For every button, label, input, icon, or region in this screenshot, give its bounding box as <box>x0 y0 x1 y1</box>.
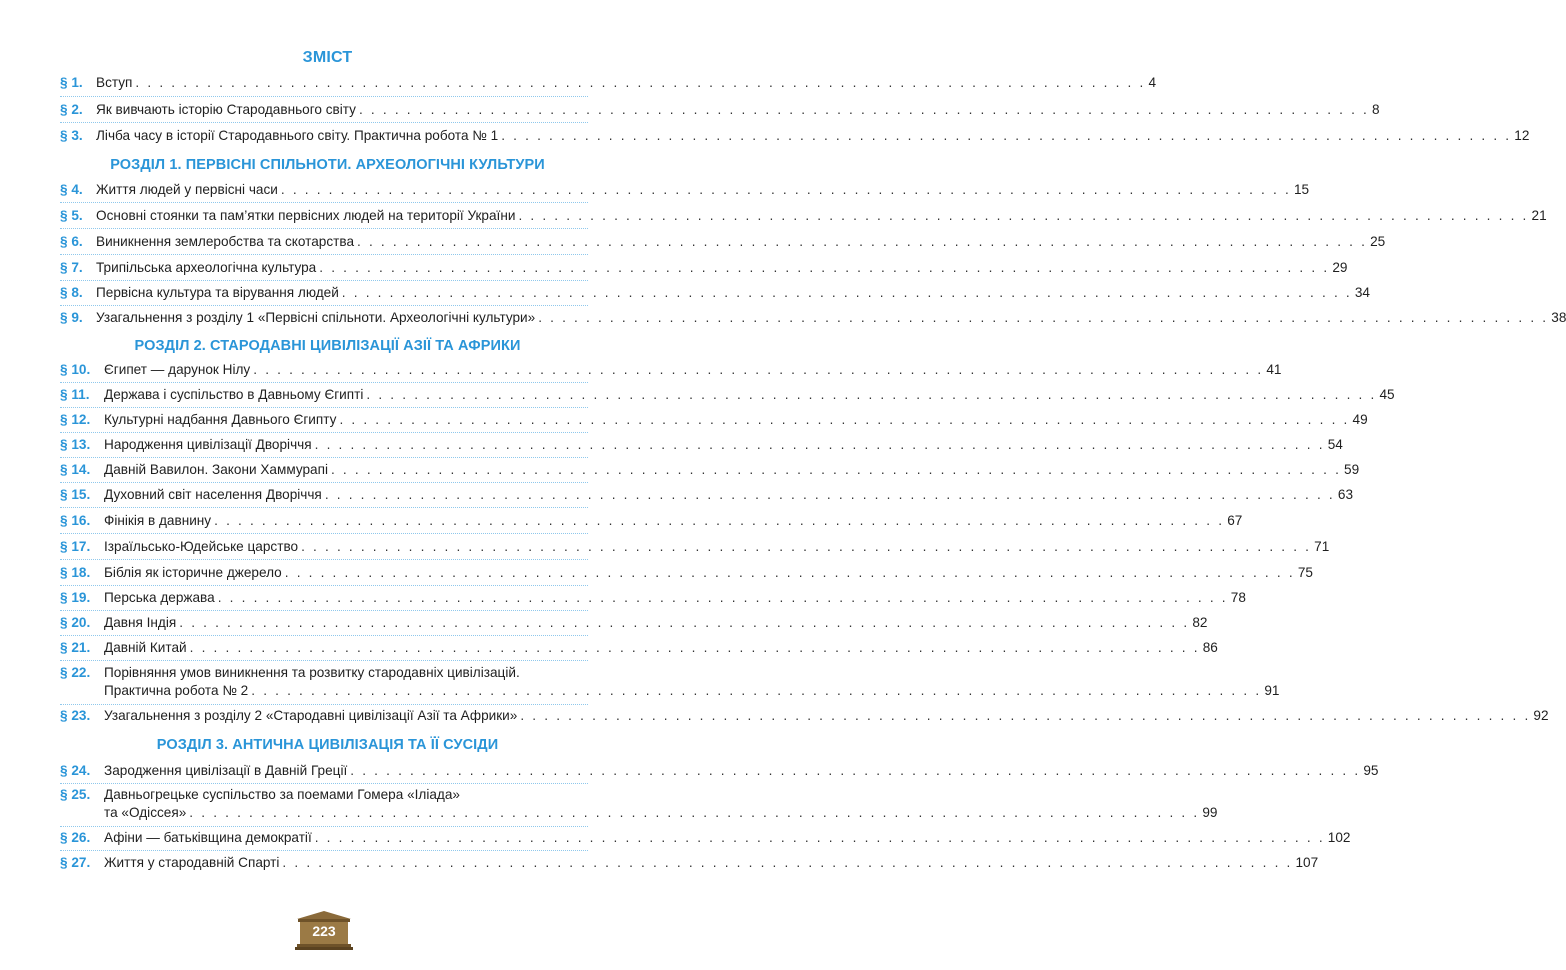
toc-entry-10[interactable] <box>60 361 1282 379</box>
entry-number: § 13. <box>60 437 91 452</box>
entry-number: § 26. <box>60 830 91 845</box>
entry-number: § 8. <box>60 285 83 300</box>
entry-number: § 11. <box>60 387 90 402</box>
entry-page: 34 <box>1354 285 1370 300</box>
divider <box>60 228 588 229</box>
toc-entry-23[interactable] <box>60 707 1549 725</box>
toc-entry-12[interactable] <box>60 411 1368 429</box>
entry-title-line2: та «Одіссея» <box>104 805 187 820</box>
entry-number: § 4. <box>60 182 83 197</box>
entry-title: Народження цивілізації Дворіччя <box>104 437 312 452</box>
entry-number: § 14. <box>60 462 91 477</box>
toc-entry-5[interactable] <box>60 207 1547 225</box>
divider <box>60 482 588 483</box>
entry-page: 86 <box>1202 640 1218 655</box>
divider <box>60 202 588 203</box>
entry-title: Основні стоянки та пам’ятки первісних людей на території України <box>96 208 516 223</box>
leader-dots <box>282 854 1292 872</box>
entry-number: § 9. <box>60 310 83 325</box>
divider <box>60 635 588 636</box>
toc-entry-21[interactable] <box>60 639 1218 657</box>
entry-number: § 3. <box>60 128 83 143</box>
toc-entry-15[interactable] <box>60 486 1354 504</box>
entry-title: Давній Вавилон. Закони Хаммурапі <box>104 462 328 477</box>
leader-dots <box>359 101 1369 119</box>
leader-dots <box>315 436 1325 454</box>
entry-title: Афіни — батьківщина демократії <box>104 830 312 845</box>
entry-title: Лічба часу в історії Стародавнього світу. Практична робота № 1 <box>96 128 499 143</box>
entry-number: § 17. <box>60 539 91 554</box>
entry-page: 54 <box>1327 437 1343 452</box>
divider <box>60 96 588 97</box>
entry-title: Перська держава <box>104 590 215 605</box>
leader-dots <box>218 589 1228 607</box>
entry-title: Життя людей у первісні часи <box>96 182 278 197</box>
entry-title-line2: Практична робота № 2 <box>104 683 249 698</box>
entry-title-line1: Порівняння умов виникнення та розвитку стародавніх цивілізацій. <box>104 665 520 680</box>
entry-page: 4 <box>1148 75 1157 90</box>
divider <box>60 660 588 661</box>
page-number-badge <box>295 910 353 950</box>
section-1-title: РОЗДІЛ 1. ПЕРВІСНІ СПІЛЬНОТИ. АРХЕОЛОГІЧНІ КУЛЬТУРИ <box>110 157 545 173</box>
entry-number: § 16. <box>60 513 91 528</box>
divider <box>60 585 588 586</box>
entry-number: § 22. <box>60 665 91 680</box>
entry-title: Духовний світ населення Дворіччя <box>104 487 322 502</box>
section-3-title: РОЗДІЛ 3. АНТИЧНА ЦИВІЛІЗАЦІЯ ТА ЇЇ СУСІДИ <box>156 737 499 753</box>
entry-number: § 21. <box>60 640 91 655</box>
leader-dots <box>214 512 1224 530</box>
leader-dots <box>189 804 1199 822</box>
entry-page: 82 <box>1192 615 1208 630</box>
toc-entry-16[interactable] <box>60 512 1243 530</box>
entry-page: 102 <box>1327 830 1351 845</box>
leader-dots <box>538 309 1548 327</box>
divider <box>60 533 588 534</box>
entry-page: 41 <box>1266 362 1282 377</box>
leader-dots <box>281 181 1291 199</box>
entry-page: 49 <box>1352 412 1368 427</box>
divider <box>60 704 588 705</box>
divider <box>60 457 588 458</box>
entry-page: 78 <box>1230 590 1246 605</box>
leader-dots <box>501 127 1511 145</box>
divider <box>60 280 588 281</box>
entry-number: § 1. <box>60 75 83 90</box>
toc-title: ЗМІСТ <box>302 49 353 66</box>
divider <box>60 850 588 851</box>
entry-title: Давня Індія <box>104 615 177 630</box>
entry-page: 8 <box>1372 102 1380 117</box>
entry-number: § 18. <box>60 565 91 580</box>
entry-page: 45 <box>1379 387 1395 402</box>
entry-title: Біблія як історичне джерело <box>104 565 282 580</box>
entry-page: 29 <box>1332 260 1348 275</box>
leader-dots <box>325 486 1335 504</box>
entry-number: § 6. <box>60 234 83 249</box>
leader-dots <box>135 74 1145 92</box>
divider <box>60 382 588 383</box>
entry-title: Як вивчають історію Стародавнього світу <box>96 102 356 117</box>
toc-entry-4[interactable] <box>60 181 1310 199</box>
entry-page: 107 <box>1295 855 1319 870</box>
divider <box>60 559 588 560</box>
entry-number: § 24. <box>60 763 91 778</box>
toc-entry-17[interactable] <box>60 538 1330 556</box>
toc-entry-11[interactable] <box>60 386 1395 404</box>
entry-number: § 25. <box>60 787 91 802</box>
entry-title: Фінікія в давнину <box>104 513 212 528</box>
divider <box>60 305 588 306</box>
entry-page: 38 <box>1551 310 1566 325</box>
toc-entry-6[interactable] <box>60 233 1386 251</box>
leader-dots <box>285 564 1295 582</box>
entry-page: 63 <box>1337 487 1354 502</box>
entry-title: Вступ <box>96 75 133 90</box>
toc-entry-19[interactable] <box>60 589 1246 607</box>
divider <box>60 826 588 827</box>
leader-dots <box>350 762 1360 780</box>
leader-dots <box>301 538 1311 556</box>
leader-dots <box>179 614 1189 632</box>
entry-page: 75 <box>1297 565 1313 580</box>
leader-dots <box>339 411 1349 429</box>
divider <box>60 432 588 433</box>
entry-title: Єгипет — дарунок Нілу <box>104 362 251 377</box>
leader-dots <box>315 829 1325 847</box>
toc-entry-1[interactable] <box>60 74 1157 92</box>
toc-entry-26[interactable] <box>60 829 1351 847</box>
toc-entry-18[interactable] <box>60 564 1313 582</box>
entry-number: § 27. <box>60 855 91 870</box>
leader-dots <box>520 707 1530 725</box>
entry-title: Зародження цивілізації в Давній Греції <box>104 763 348 778</box>
toc-entry-8[interactable] <box>60 284 1370 302</box>
leader-dots <box>319 259 1329 277</box>
leader-dots <box>331 461 1341 479</box>
toc-entry-9[interactable] <box>60 309 1566 327</box>
divider <box>60 610 588 611</box>
entry-page: 21 <box>1531 208 1547 223</box>
entry-page: 71 <box>1314 539 1330 554</box>
entry-title-line1: Давньогрецьке суспільство за поемами Гомера «Іліада» <box>104 787 460 802</box>
leader-dots <box>357 233 1367 251</box>
toc-entry-14[interactable] <box>60 461 1360 479</box>
entry-number: § 5. <box>60 208 83 223</box>
toc-entry-7[interactable] <box>60 259 1348 277</box>
toc-entry-3[interactable] <box>60 127 1530 145</box>
entry-page: 92 <box>1533 708 1549 723</box>
entry-page: 91 <box>1264 683 1280 698</box>
entry-number: § 7. <box>60 260 83 275</box>
entry-number: § 23. <box>60 708 91 723</box>
toc-entry-27[interactable] <box>60 854 1319 872</box>
page-number: 223 <box>312 923 336 939</box>
entry-number: § 15. <box>60 487 91 502</box>
entry-page: 12 <box>1514 128 1530 143</box>
entry-page: 25 <box>1370 234 1386 249</box>
entry-number: § 12. <box>60 412 91 427</box>
entry-page: 99 <box>1202 805 1218 820</box>
toc-entry-24[interactable] <box>60 762 1379 780</box>
entry-title: Трипільська археологічна культура <box>96 260 317 275</box>
entry-page: 67 <box>1227 513 1243 528</box>
divider <box>60 254 588 255</box>
entry-page: 95 <box>1363 763 1379 778</box>
toc-entry-25[interactable] <box>60 786 1218 822</box>
entry-title: Первісна культура та вірування людей <box>96 285 339 300</box>
toc-entry-22[interactable] <box>60 664 1280 700</box>
entry-number: § 20. <box>60 615 91 630</box>
leader-dots <box>251 682 1261 700</box>
entry-number: § 10. <box>60 362 91 377</box>
entry-page: 59 <box>1344 462 1360 477</box>
entry-title: Держава і суспільство в Давньому Єгипті <box>104 387 364 402</box>
entry-title: Життя у стародавній Спарті <box>104 855 280 870</box>
entry-title: Виникнення землеробства та скотарства <box>96 234 355 249</box>
toc-entry-2[interactable] <box>60 101 1380 119</box>
divider <box>60 507 588 508</box>
entry-title: Ізраїльсько-Юдейське царство <box>104 539 299 554</box>
toc-entry-13[interactable] <box>60 436 1343 454</box>
leader-dots <box>190 639 1200 657</box>
divider <box>60 407 588 408</box>
entry-title: Давній Китай <box>104 640 187 655</box>
leader-dots <box>342 284 1352 302</box>
entry-number: § 19. <box>60 590 91 605</box>
leader-dots <box>253 361 1263 379</box>
entry-title: Узагальнення з розділу 1 «Первісні спільноти. Археологічні культури» <box>96 310 536 325</box>
entry-title: Культурні надбання Давнього Єгипту <box>104 412 337 427</box>
divider <box>60 122 588 123</box>
entry-page: 15 <box>1293 182 1310 197</box>
section-2-title: РОЗДІЛ 2. СТАРОДАВНІ ЦИВІЛІЗАЦІЇ АЗІЇ ТА АФРИКИ <box>134 338 521 354</box>
toc-entry-20[interactable] <box>60 614 1208 632</box>
leader-dots <box>518 207 1528 225</box>
divider <box>60 783 588 784</box>
entry-number: § 2. <box>60 102 83 117</box>
leader-dots <box>366 386 1376 404</box>
entry-title: Узагальнення з розділу 2 «Стародавні цивілізації Азії та Африки» <box>104 708 518 723</box>
